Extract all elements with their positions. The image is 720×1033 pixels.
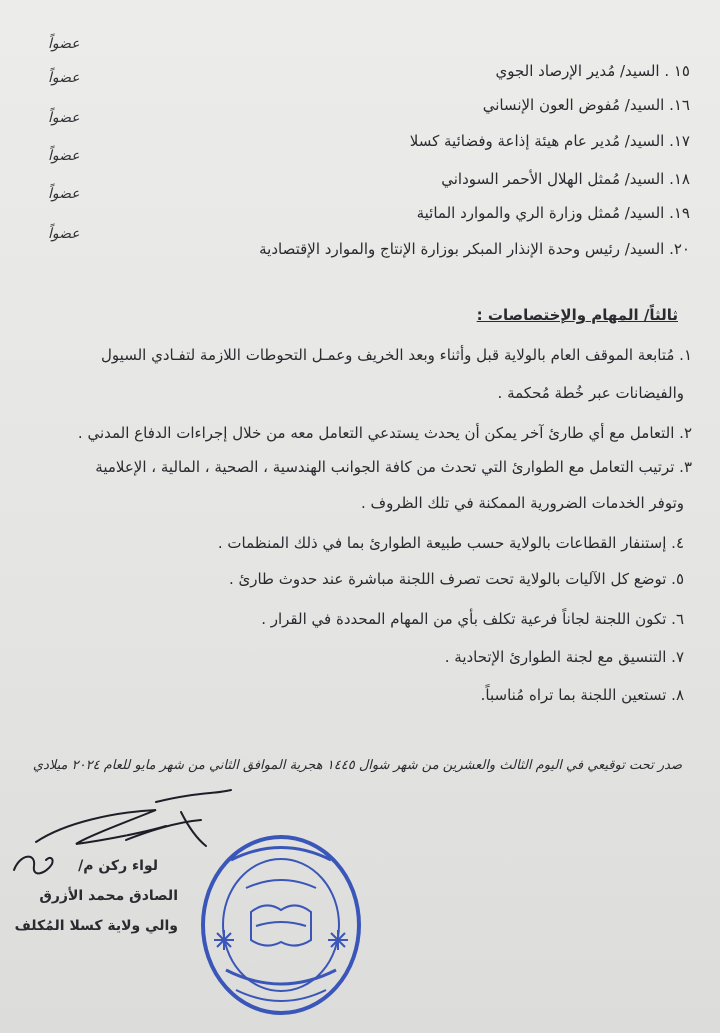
signatory-rank: لواء ركن م/: [78, 858, 158, 874]
member-item: ١٦. السيد/ مُفوض العون الإنساني: [482, 96, 690, 114]
member-role: عضواً: [48, 226, 80, 242]
task-item: ٢. التعامل مع أي طارئ آخر يمكن أن يحدث يستدعي التعامل معه من خلال إجراءات الدفاع المدني .: [77, 424, 692, 442]
task-item: ٦. تكون اللجنة لجاناً فرعية تكلف بأي من المهام المحددة في القرار .: [261, 610, 684, 628]
signatory-name: الصادق محمد الأزرق: [39, 888, 178, 904]
member-item: ١٥ . السيد/ مُدير الإرصاد الجوي: [495, 62, 690, 80]
member-role: عضواً: [48, 36, 80, 52]
task-item: وتوفر الخدمات الضرورية الممكنة في تلك الظروف .: [360, 494, 684, 512]
section-heading: ثالثاً/ المهام والإختصاصات :: [476, 306, 678, 324]
member-item: ١٨. السيد/ مُمثل الهلال الأحمر السوداني: [441, 170, 690, 188]
signatory-title: والي ولاية كسلا المُكلف: [14, 918, 178, 934]
task-item: ٥. توضع كل الآليات بالولاية تحت تصرف اللجنة مباشرة عند حدوث طارئ .: [228, 570, 684, 588]
member-role: عضواً: [48, 186, 80, 202]
member-item: ١٧. السيد/ مُدير عام هيئة إذاعة وفضائية كسلا: [409, 132, 690, 150]
task-item: ١. مُتابعة الموقف العام بالولاية قبل وأثناء وبعد الخريف وعمـل التحوطات اللازمة لتفـادي السيول: [101, 346, 692, 364]
task-item: ٣. ترتيب التعامل مع الطوارئ التي تحدث من كافة الجوانب الهندسية ، الصحية ، المالية ، الإعلامية: [95, 458, 692, 476]
member-item: ١٩. السيد/ مُمثل وزارة الري والموارد المائية: [416, 204, 690, 222]
member-item: ٢٠. السيد/ رئيس وحدة الإنذار المبكر بوزارة الإنتاج والموارد الإقتصادية: [259, 240, 690, 258]
signatory-block: [14, 858, 178, 948]
member-role: عضواً: [48, 148, 80, 164]
issuance-statement: صدر تحت توقيعي في اليوم الثالث والعشرين من شهر شوال ١٤٤٥ هجرية الموافق الثاني من شهر مايو للعام ٢٠٢٤ ميلادي: [32, 758, 682, 773]
member-role: عضواً: [48, 70, 80, 86]
task-item: ٧. التنسيق مع لجنة الطوارئ الإتحادية .: [444, 648, 684, 666]
task-item: ٨. تستعين اللجنة بما تراه مُناسباً.: [480, 686, 684, 704]
task-item: ٤. إستنفار القطاعات بالولاية حسب طبيعة الطوارئ بما في ذلك المنظمات .: [217, 534, 684, 552]
official-stamp: [196, 830, 366, 1020]
member-role: عضواً: [48, 110, 80, 126]
task-item: والفيضانات عبر خُطة مُحكمة .: [497, 384, 684, 402]
